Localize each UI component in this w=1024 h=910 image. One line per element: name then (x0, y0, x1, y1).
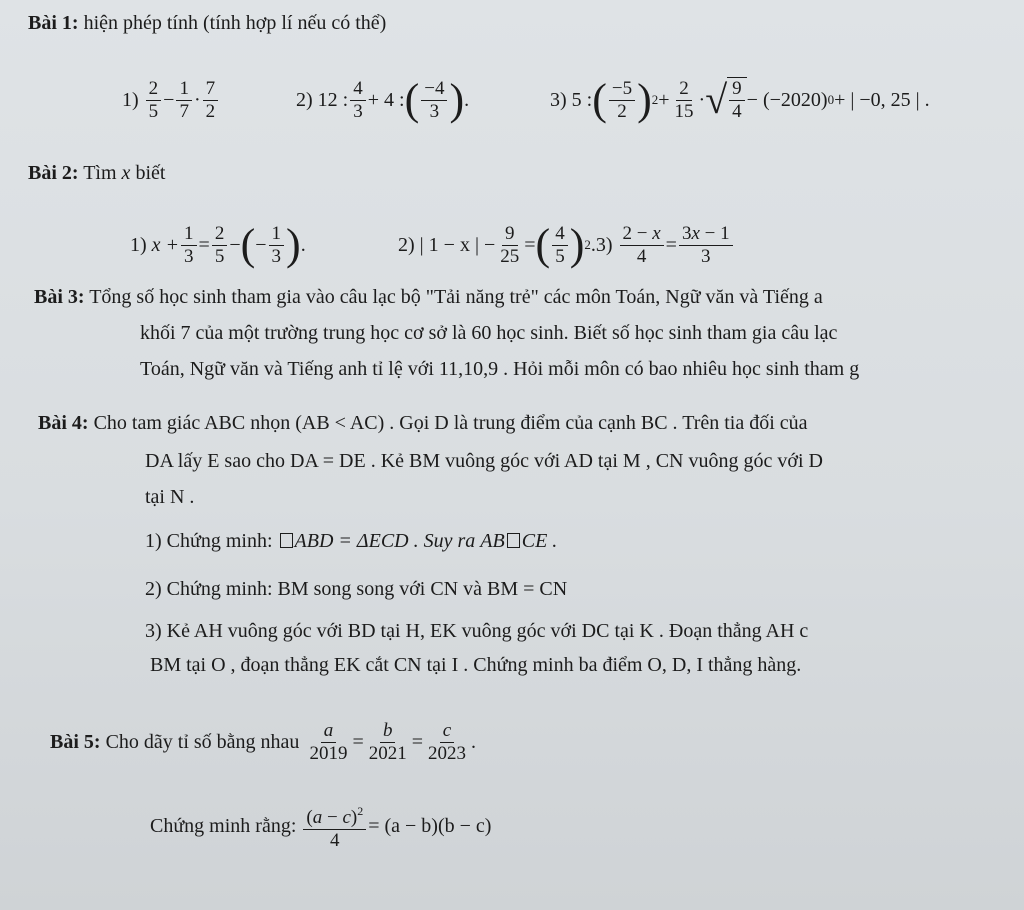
frac-neg5-2: $\frac{-5}{2}$ (609, 78, 635, 123)
bai4-part-1-a: ABD = ΔECD . Suy ra (294, 530, 476, 552)
frac-4-3: $\frac{4}{3}$ (350, 78, 366, 123)
bai1-expr-3-exponent: 0 (827, 92, 835, 107)
bai4-line-3: tại N . (145, 486, 195, 508)
frac-2-5: $\frac{2}{5}$ (146, 78, 162, 123)
bai1-expr-3: 3) 5 : ( $\frac{-5}{2}$ ) 2 + $\frac{2}{15}$ · √ $\frac{9}{4}$ − (−2020) 0 + | −0, 25 | . (550, 75, 930, 124)
bai5-title: Bài 5: (50, 730, 101, 753)
bai4-part-1-pre: 1) Chứng minh: (145, 530, 273, 552)
missing-glyph-icon (280, 533, 293, 548)
bai2-text: Tìm (83, 162, 117, 184)
bai5-line-2 (150, 796, 491, 856)
bai4-part-1 (145, 528, 557, 554)
bai3-line-1 (34, 284, 823, 310)
bai4-title: Bài 4: (38, 412, 89, 434)
frac-neg4-3: $\frac{-4}{3}$ (421, 78, 447, 123)
sqrt-9-4: √ $\frac{9}{4}$ (705, 77, 746, 123)
frac-1-7: $\frac{1}{7}$ (176, 78, 192, 123)
bai2-title: Bài 2: (28, 162, 79, 184)
frac-a-2019: $\frac{a}{2019}$ (309, 719, 348, 764)
bai5-rhs: = (a − b)(b − c) (368, 814, 492, 837)
frac-1-3: $\frac{1}{3}$ (181, 223, 197, 268)
bai5-line-1: Bài 5: Cho dãy tỉ số bằng nhau $\frac{a}{2019}$ = $\frac{b}{2021}$ = $\frac{c}{2023}$ . (50, 719, 476, 764)
frac-1-3b: $\frac{1}{3}$ (269, 223, 285, 268)
bai1-expr-3-abs: + | −0, 25 | . (834, 88, 930, 111)
frac-c-2023: $\frac{c}{2023}$ (428, 719, 466, 764)
bai1-expr-3-tail: − (−2020) (746, 88, 828, 111)
bai1-expr-2: 2) 12 : $\frac{4}{3}$ + 4 : ( $\frac{-4}{3}$ ) . (296, 75, 470, 124)
bai3-text-1: Tổng số học sinh tham gia vào câu lạc bộ "Tải năng trẻ" các môn Toán, Ngữ văn và Tiếng a (89, 286, 823, 308)
bai2-expr-1: 1) x + $\frac{1}{3}$ = $\frac{2}{5}$ − ( − $\frac{1}{3}$ ) . (130, 220, 306, 269)
bai5-prove: Chứng minh rằng: (150, 814, 297, 837)
bai2-expr-2-pre: | 1 − x | − (419, 233, 496, 256)
bai1-expr-3-label: 3) (550, 88, 567, 111)
bai1-heading (28, 10, 386, 36)
bai1-expr-1: 1) $\frac{2}{5}$ − $\frac{1}{7}$ · $\frac{7}{2}$ (122, 70, 220, 130)
bai2-heading (28, 160, 165, 186)
frac-2-15: $\frac{2}{15}$ (674, 77, 694, 122)
bai2-expr-3-label: .3) (590, 233, 613, 256)
bai1-title: Bài 1: (28, 12, 79, 34)
frac-2-5b: $\frac{2}{5}$ (212, 223, 228, 268)
bai4-part-1-c: CE . (521, 530, 558, 552)
bai4-line-2: DA lấy E sao cho DA = DE . Kẻ BM vuông góc với AD tại M , CN vuông góc với D (145, 450, 823, 472)
bai4-part-3a: 3) Kẻ AH vuông góc với BD tại H, EK vuông góc với DC tại K . Đoạn thẳng AH c (145, 620, 809, 642)
bai3-line-3: Toán, Ngữ văn và Tiếng anh tỉ lệ với 11,10,9 . Hỏi mỗi môn có bao nhiêu học sinh tham g (140, 358, 860, 380)
bai2-expr-1-label: 1) (130, 233, 147, 256)
bai4-text-1: Cho tam giác ABC nhọn (AB < AC) . Gọi D là trung điểm của cạnh BC . Trên tia đối của (93, 412, 808, 434)
bai4-part-1-b: AB (480, 530, 505, 552)
frac-9-25: $\frac{9}{25}$ (500, 222, 520, 267)
bai1-expr-2-label: 2) (296, 88, 313, 111)
frac-4-5: $\frac{4}{5}$ (552, 223, 568, 268)
bai2-expr-2-eq: = (524, 233, 536, 256)
bai1-expr-3-pre: 5 : (571, 88, 593, 111)
bai2-var: x (121, 162, 131, 184)
bai4-part-2: 2) Chứng minh: BM song song với CN và BM = CN (145, 578, 568, 600)
frac-a-c-sq-4: $\frac{(a - c)^2}{4}$ (303, 800, 366, 852)
bai1-expr-2-mid: + 4 : (367, 88, 405, 111)
frac-2-x-4: $\frac{2 - x}{4}$ (620, 223, 664, 268)
bai2-expr-2: 2) | 1 − x | − $\frac{9}{25}$ = ( $\frac{4}{5}$ ) 2 .3) $\frac{2 - x}{4}$ = $\frac{3x - 1}{3}$ (398, 215, 735, 275)
bai3-line-2: khối 7 của một trường trung học cơ sở là 60 học sinh. Biết số học sinh tham gia câu lạc (140, 322, 838, 344)
bai4-part-3b: BM tại O , đoạn thẳng EK cắt CN tại I . Chứng minh ba điểm O, D, I thẳng hàng. (150, 654, 802, 676)
bai4-line-1 (38, 410, 808, 436)
bai2-text2: biết (135, 162, 166, 184)
frac-7-2: $\frac{7}{2}$ (203, 78, 219, 123)
frac-b-2021: $\frac{b}{2021}$ (368, 719, 407, 764)
bai1-expr-2-pre: 12 : (317, 88, 349, 111)
bai3-title: Bài 3: (34, 286, 85, 308)
bai2-expr-2-label: 2) (398, 233, 415, 256)
bai1-text: hiện phép tính (tính hợp lí nếu có thể) (83, 12, 387, 34)
bai2-expr-1-pre: x + (151, 233, 180, 256)
parallel-glyph-icon (507, 533, 520, 548)
frac-3x-1-3: $\frac{3x - 1}{3}$ (679, 223, 733, 268)
bai5-text: Cho dãy tỉ số bằng nhau (105, 730, 300, 753)
bai1-expr-1-label: 1) (122, 88, 139, 111)
